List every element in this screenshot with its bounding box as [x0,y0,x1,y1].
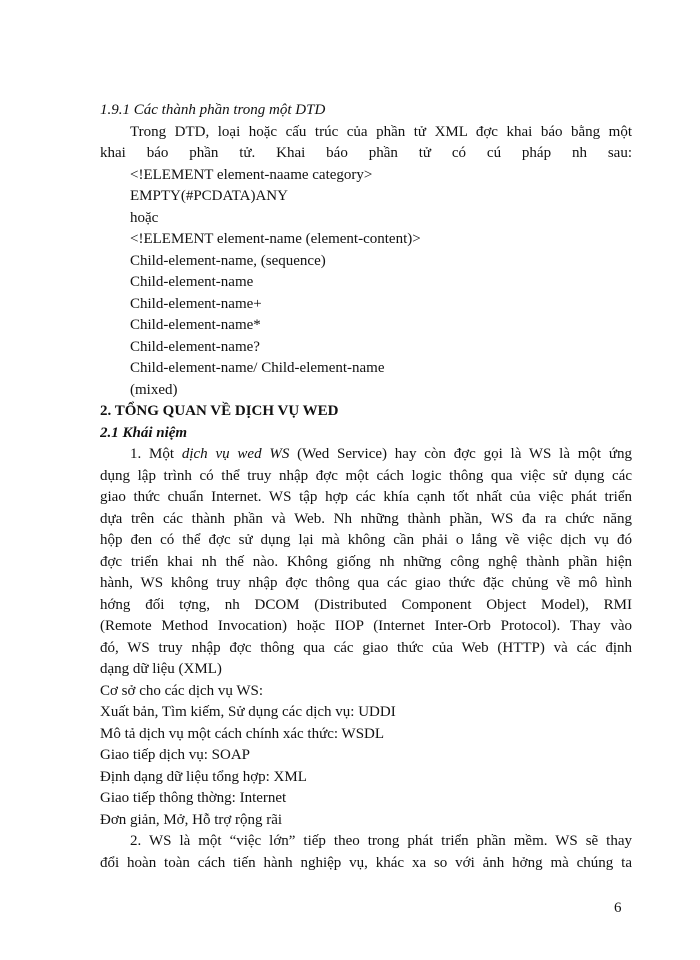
italic-term: dịch vụ wed WS [181,446,290,462]
page-number: 6 [614,900,622,916]
document-page [100,100,632,874]
paragraph-line: (Remote Method Invocation) hoặc IIOP (Internet Inter-Orb Protocol). Thay vào [100,618,632,634]
paragraph-line: hộp đen có thể đợc sử dụng lại mà không cần phải o lắng về việc dịch vụ đó [100,532,632,548]
syntax-line: Child-element-name, (sequence) [130,252,326,269]
syntax-line: Child-element-name [130,274,254,290]
paragraph-line: hớng đối tợng, nh DCOM (Distributed Component Object Model), RMI [100,596,632,613]
syntax-line: Child-element-name/ Child-element-name [130,360,385,376]
basis-item: Định dạng dữ liệu tổng hợp: XML [100,768,307,785]
basis-item: Xuất bản, Tìm kiếm, Sử dụng các dịch vụ: UDDI [100,704,396,720]
text-run: (Wed Service) hay còn đợc gọi là WS là một ứng [289,446,632,462]
section-title-2: 2. TỔNG QUAN VỀ DỊCH VỤ WED [100,403,339,419]
paragraph-line: dụng lập trình có thể truy nhập đợc một cách logic thông qua việc sử dụng các [100,467,632,484]
paragraph-line: đổi hoàn toàn cách tiến hành nghiệp vụ, khác xa so với ảnh hởng mà chúng ta [100,854,632,871]
syntax-line: (mixed) [130,381,178,398]
basis-item: Đơn giản, Mở, Hỗ trợ rộng rãi [100,811,283,828]
syntax-line: <!ELEMENT element-naame category> [130,166,373,183]
text-run: 1. Một [130,446,182,462]
basis-item: Mô tả dịch vụ một cách chính xác thức: WSDL [100,725,385,742]
syntax-line: Child-element-name? [130,338,260,355]
basis-item: Giao tiếp thông thờng: Internet [100,790,287,806]
syntax-line: Child-element-name* [130,317,261,333]
paragraph-line: giao thức chuẩn Internet. WS tập hợp các khía cạnh tốt nhất của việc phát triển [100,489,632,505]
paragraph-line [100,444,632,466]
basis-item: Giao tiếp dịch vụ: SOAP [100,747,250,763]
basis-intro: Cơ sở cho các dịch vụ WS: [100,682,264,699]
paragraph-line: đợc triển khai nh thế nào. Không giống nh những công nghệ thành phần hiện [100,553,632,570]
paragraph-line: Trong DTD, loại hoặc cấu trúc của phần tử XML đợc khai báo bằng một [130,123,632,140]
syntax-line: EMPTY(#PCDATA)ANY [130,188,288,204]
paragraph-line: khai báo phần tử. Khai báo phần tử có cú pháp nh sau: [100,145,632,161]
syntax-line: Child-element-name+ [130,295,262,312]
paragraph-line: dựa trên các thành phần và Web. Nh những thành phần, WS đa ra chức năng [100,510,632,527]
syntax-line: hoặc [130,209,159,226]
section-title-21: 2.1 Khái niệm [100,424,188,441]
paragraph-line: đó, WS truy nhập đợc thông qua các giao thức của Web (HTTP) và các định [100,639,632,656]
paragraph-line: 2. WS là một “việc lớn” tiếp theo trong phát triển phần mềm. WS sẽ thay [130,833,632,849]
paragraph-line: dạng dữ liệu (XML) [100,661,222,677]
paragraph-line: hành, WS không truy nhập đợc thông qua các giao thức đặc chủng về mô hình [100,575,632,591]
section-title-191: 1.9.1 Các thành phần trong một DTD [100,102,326,118]
syntax-line: <!ELEMENT element-name (element-content)> [130,231,421,247]
